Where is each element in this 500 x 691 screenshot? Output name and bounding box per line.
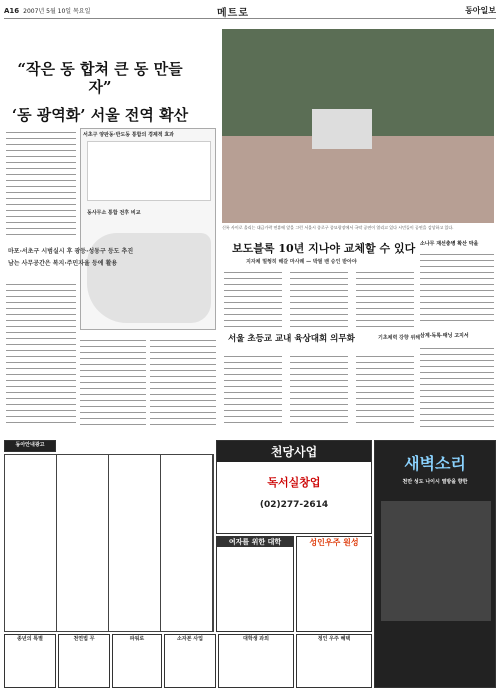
issue-date: 2007년 5월 10일 목요일 [23,8,91,15]
classified-grid [4,454,214,632]
right-col-2 [420,344,494,428]
right-col-1 [420,250,494,326]
mid-ad-2: 성인우주 원성 [296,536,372,632]
bottom-ad-1: 종년의 특별 [4,634,56,688]
story2-col-2 [290,268,348,328]
big-ad-1: 천당사업 독서실창업 (02)277-2614 [216,440,372,534]
lead-headline-block [6,60,194,124]
lead-sub-2: 남는 사무공간은 복지·주민자율 등에 활용 [8,260,118,267]
story3-col-3 [356,352,414,428]
graphic-table [87,141,211,201]
lead-headline-1: “작은 동 합쳐 큰 동 만들자” [17,60,183,96]
mid-ad-1: 여자를 위한 대학 [216,536,294,632]
photo-caption: 신록 사이로 울리는 대금가락 연휴에 앞을 그런 서울시 종로구 종묘광장에서 국악 공연이 열리고 있다 시민들이 공연을 감상하고 있다. [222,225,454,230]
lead-body-col-4 [150,336,216,428]
lead-graphic [80,128,216,330]
story3-sub: 기초체력 강향 위해 [378,335,421,341]
graphic-title: 서초구 양판동·반도동 통합의 경제적 효과 [83,132,174,138]
right-headline-2: 삼계·독록·태닝 고지서 [420,333,469,339]
lead-headline-2: ‘동 광역화’ 서울 전역 확산 [11,106,189,124]
story2-sub: 지자체 멀쩡히 해갈 마사례 — 박필 밴 승인 받아야 [246,259,357,265]
story2-col-3 [356,268,414,328]
story3-col-2 [290,352,348,428]
ads-area [4,440,496,688]
bottom-ad-5: 대학생 과외 [218,634,294,688]
right-headline-1: 소나무 재선충병 확산 막을 [420,241,479,247]
story3-col-1 [224,352,282,428]
story2-headline: 보도블록 10년 지나야 교체할 수 있다 [232,242,416,255]
page-header [4,3,496,19]
bottom-ad-2: 천연법 무 [58,634,110,688]
story3-headline: 서울 초등교 교내 육상대회 의무화 [228,334,355,344]
lead-body-col-1 [6,128,76,238]
bottom-ad-3: 파워로 [112,634,162,688]
lead-sub-1: 마포·서초구 시범실시 후 광등·성동구 등도 추진 [8,248,134,255]
section-name: 메트로 [217,8,249,19]
lead-body-col-3 [80,336,146,428]
bottom-ad-6: 정인 우주 혜택 [296,634,372,688]
story2-col-1 [224,268,282,328]
paper-logo: 동아일보 [465,6,496,15]
lead-photo [222,29,494,223]
big-ad-2: 새벽소리 천만 성도 나이시 열방을 향한 [374,440,496,688]
lead-subheads [8,246,184,270]
classified-banner: 동아안내광고 [4,440,56,452]
graphic-sub: 동사무소 통합 전후 비교 [87,210,141,216]
bottom-ad-4: 소자본 사업 [164,634,216,688]
page-number: A16 [4,6,20,15]
lead-body-col-2 [6,280,76,428]
